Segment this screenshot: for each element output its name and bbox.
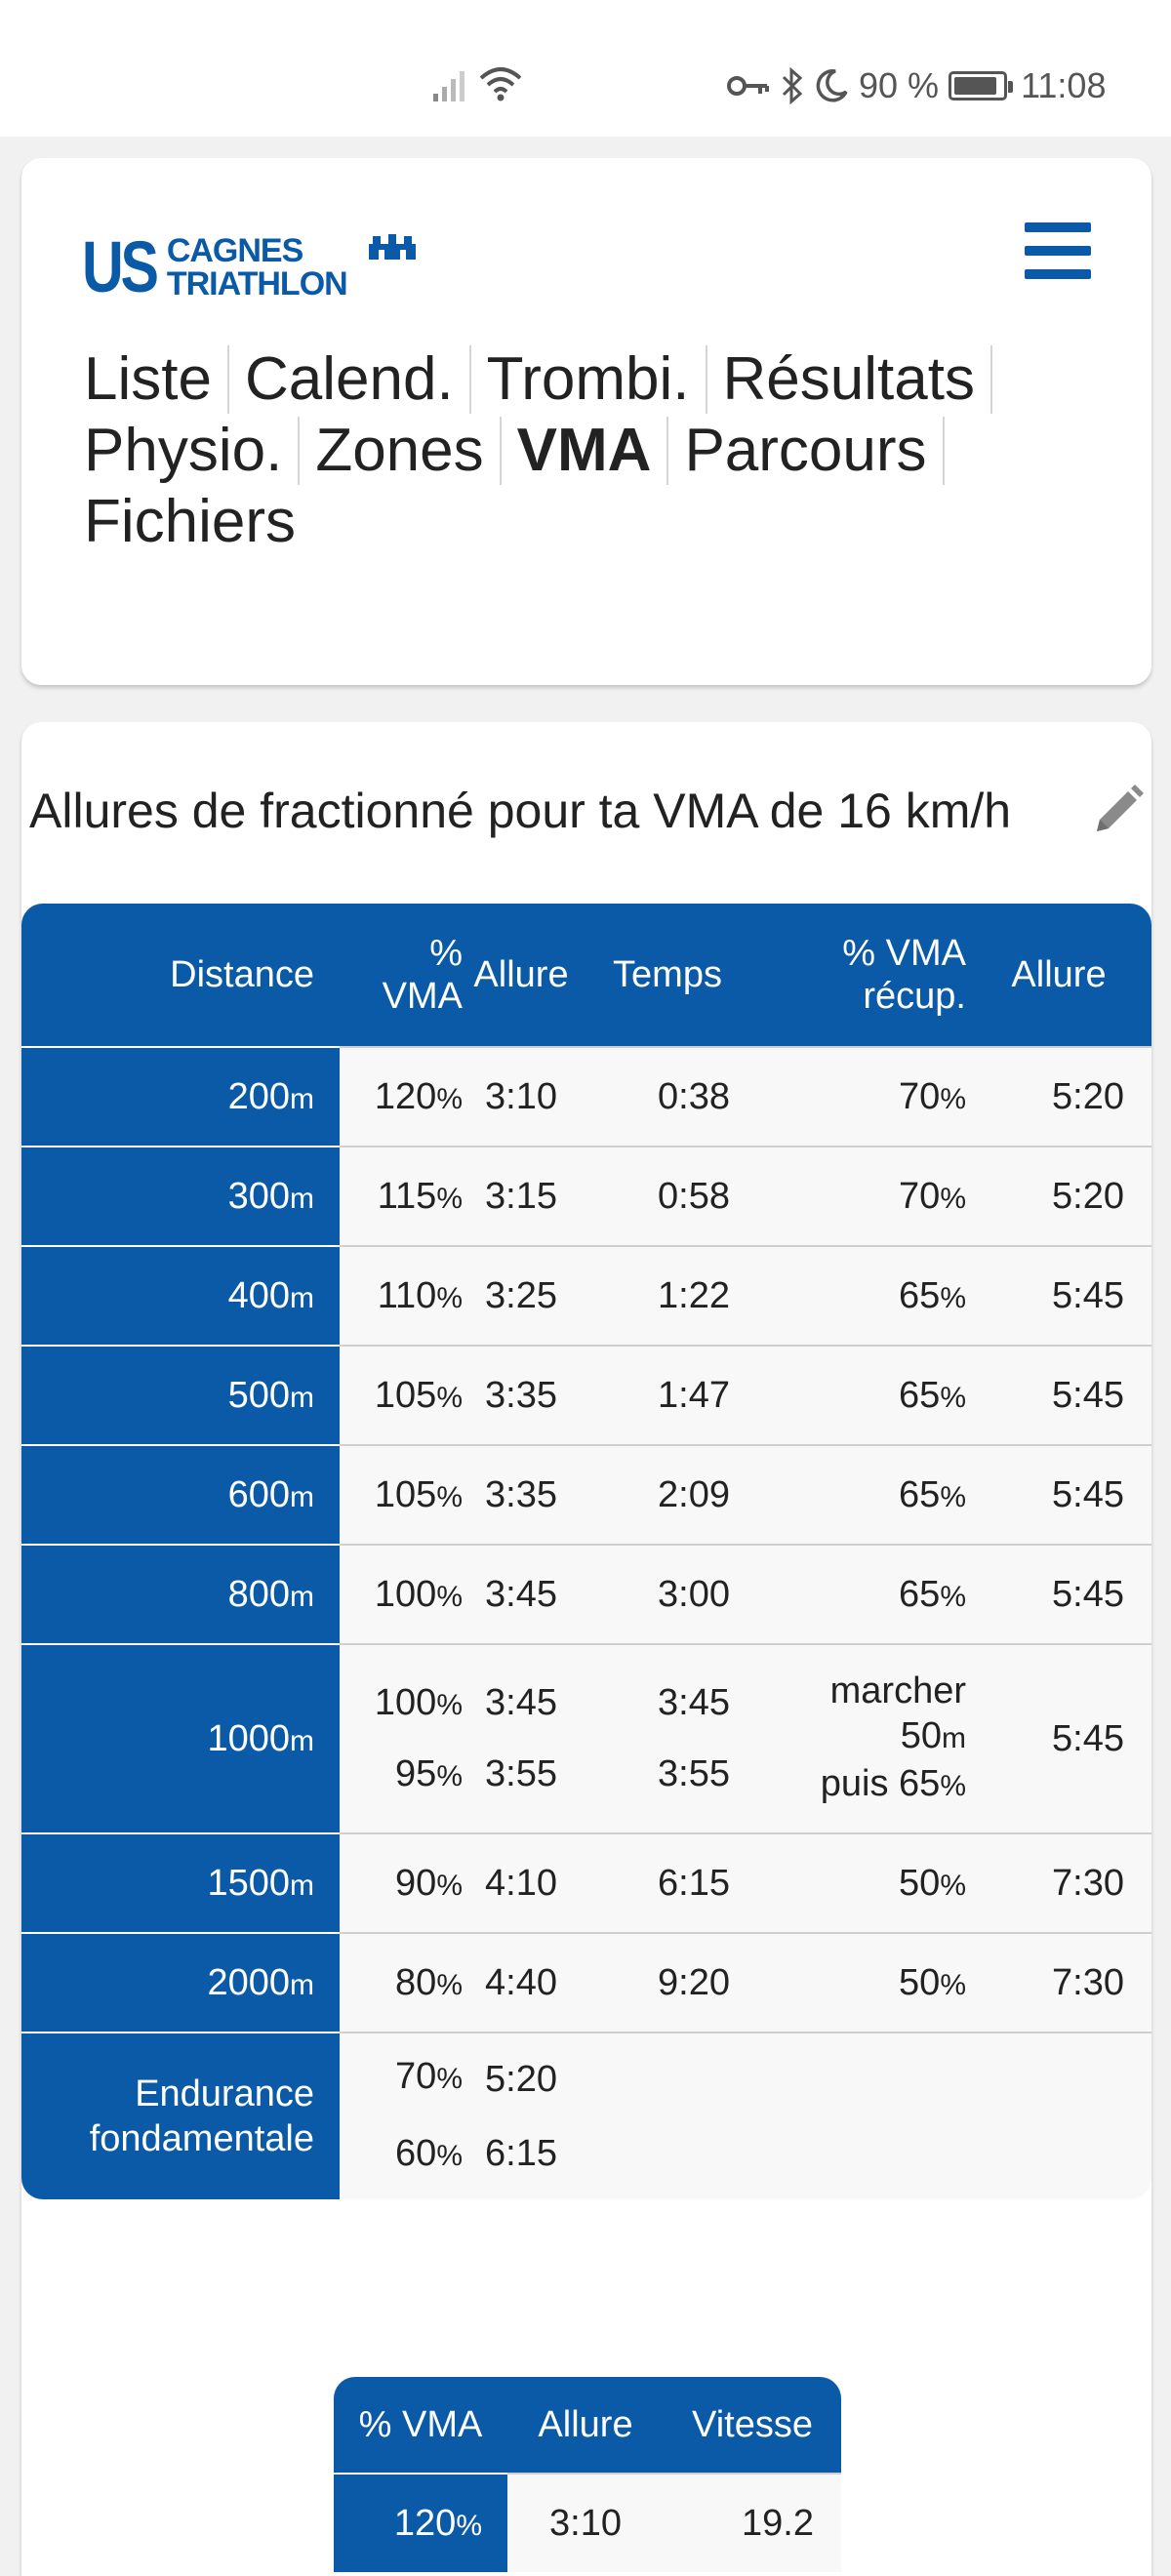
table-header-row bbox=[21, 904, 1151, 1046]
temps-cell: 1:47 bbox=[580, 1345, 755, 1444]
logo-name bbox=[167, 234, 347, 301]
pct-vma-cell bbox=[340, 2032, 463, 2199]
nav-trombi[interactable]: Trombi. bbox=[486, 345, 690, 413]
clock: 11:08 bbox=[1021, 65, 1107, 105]
pct-vma-value-b: 60 bbox=[395, 2133, 437, 2174]
nav-fichiers[interactable]: Fichiers bbox=[84, 488, 297, 555]
allure-recup-cell: 5:45 bbox=[966, 1544, 1151, 1643]
recup-line3: puis 65 bbox=[820, 1763, 941, 1804]
recup-value: 70 bbox=[899, 1075, 941, 1117]
speed-row bbox=[334, 2473, 841, 2572]
endurance-label-1: Endurance bbox=[135, 2073, 314, 2114]
table-row bbox=[21, 1932, 1151, 2032]
allure-cell bbox=[463, 1643, 580, 1832]
table-row bbox=[21, 1345, 1151, 1444]
pct-unit: % bbox=[436, 1760, 463, 1792]
distance-value: 1500 bbox=[207, 1862, 290, 1904]
main-navigation bbox=[84, 343, 1118, 557]
hamburger-menu-icon[interactable] bbox=[1025, 222, 1093, 281]
allure-value-b: 6:15 bbox=[485, 2133, 557, 2174]
pct-unit: % bbox=[456, 2509, 482, 2542]
pct-unit: % bbox=[436, 1580, 463, 1613]
speed-col-pct: % VMA bbox=[334, 2377, 507, 2473]
allure-cell: 3:15 bbox=[463, 1146, 580, 1245]
col-temps: Temps bbox=[580, 904, 755, 1046]
recup-cell bbox=[755, 1345, 966, 1444]
pct-unit: % bbox=[940, 1281, 966, 1314]
table-row bbox=[21, 1544, 1151, 1643]
pct-vma-cell bbox=[340, 1046, 463, 1146]
distance-value: 2000 bbox=[207, 1961, 290, 2003]
col-distance: Distance bbox=[21, 904, 340, 1046]
allure-cell bbox=[463, 2032, 580, 2199]
pct-vma-cell bbox=[340, 1643, 463, 1832]
pct-vma-cell bbox=[340, 1544, 463, 1643]
nav-vma[interactable]: VMA bbox=[516, 417, 652, 484]
temps-cell bbox=[580, 1643, 755, 1832]
table-row bbox=[21, 1146, 1151, 1245]
pct-unit: % bbox=[940, 1381, 966, 1414]
pct-unit: % bbox=[436, 1381, 463, 1414]
distance-unit: m bbox=[290, 1580, 314, 1613]
pct-vma-value: 110 bbox=[377, 1274, 437, 1316]
table-row-1000 bbox=[21, 1643, 1151, 1832]
speed-col-vitesse: Vitesse bbox=[664, 2377, 841, 2473]
recup-cell bbox=[755, 1832, 966, 1932]
pct-vma-value-b: 95 bbox=[395, 1753, 437, 1794]
pct-vma-value: 120 bbox=[374, 1075, 437, 1117]
logo-line2: TRIATHLON bbox=[166, 265, 347, 302]
distance-value: 200 bbox=[227, 1075, 290, 1117]
vma-card bbox=[21, 722, 1151, 2576]
table-row bbox=[21, 1832, 1151, 1932]
pct-unit: % bbox=[436, 1082, 463, 1115]
distance-cell bbox=[21, 1046, 340, 1146]
allure-value-a: 5:20 bbox=[485, 2059, 557, 2100]
allure-cell: 3:35 bbox=[463, 1345, 580, 1444]
pct-vma-value: 100 bbox=[374, 1573, 437, 1615]
allure-recup-cell: 5:20 bbox=[966, 1046, 1151, 1146]
pct-unit: % bbox=[436, 1968, 463, 2001]
recup-cell bbox=[755, 1444, 966, 1544]
empty-cell bbox=[755, 2032, 966, 2199]
battery-level bbox=[954, 77, 996, 95]
endurance-label-2: fondamentale bbox=[89, 2118, 314, 2159]
recup-value: 65 bbox=[899, 1573, 941, 1615]
allure-cell: 3:45 bbox=[463, 1544, 580, 1643]
header-card bbox=[21, 158, 1151, 685]
nav-physio[interactable]: Physio. bbox=[84, 417, 283, 484]
speed-allure-cell: 3:10 bbox=[507, 2473, 664, 2572]
recup-cell bbox=[755, 1245, 966, 1345]
temps-value-b: 3:55 bbox=[658, 1753, 730, 1794]
pct-unit: % bbox=[436, 1281, 463, 1314]
speed-table bbox=[334, 2377, 841, 2572]
temps-cell: 1:22 bbox=[580, 1245, 755, 1345]
nav-liste[interactable]: Liste bbox=[84, 345, 212, 413]
speed-header-row bbox=[334, 2377, 841, 2473]
battery-icon bbox=[949, 71, 1007, 101]
pct-vma-value: 115 bbox=[377, 1175, 437, 1217]
battery-percent: 90 % bbox=[859, 65, 940, 105]
recup-value: 65 bbox=[899, 1274, 941, 1316]
table-row-endurance bbox=[21, 2032, 1151, 2199]
allure-recup-cell: 7:30 bbox=[966, 1932, 1151, 2032]
distance-cell bbox=[21, 1832, 340, 1932]
crest-icon bbox=[367, 234, 418, 263]
pct-vma-cell bbox=[340, 1444, 463, 1544]
temps-cell: 2:09 bbox=[580, 1444, 755, 1544]
recup-value: 70 bbox=[899, 1175, 941, 1217]
page-title: Allures de fractionné pour ta VMA de 16 km/h bbox=[29, 784, 1012, 838]
recup-cell bbox=[755, 1643, 966, 1832]
col-recup bbox=[755, 904, 966, 1046]
pct-unit: % bbox=[940, 1968, 966, 2001]
table-row bbox=[21, 1245, 1151, 1345]
recup-cell bbox=[755, 1146, 966, 1245]
nav-resultats[interactable]: Résultats bbox=[722, 345, 975, 413]
allure-recup-cell: 5:45 bbox=[966, 1444, 1151, 1544]
distance-unit: m bbox=[290, 1869, 314, 1902]
pct-unit: % bbox=[436, 1689, 463, 1721]
nav-zones[interactable]: Zones bbox=[315, 417, 484, 484]
pct-vma-value: 105 bbox=[374, 1473, 437, 1515]
recup-cell bbox=[755, 1046, 966, 1146]
col-allure: Allure bbox=[463, 904, 580, 1046]
distance-unit: m bbox=[290, 1724, 314, 1757]
speed-col-allure: Allure bbox=[507, 2377, 664, 2473]
col-pct-vma-line1: % bbox=[429, 933, 463, 974]
allure-cell: 3:10 bbox=[463, 1046, 580, 1146]
pct-vma-value-a: 100 bbox=[374, 1682, 437, 1723]
temps-cell: 3:00 bbox=[580, 1544, 755, 1643]
pct-unit: % bbox=[940, 1182, 966, 1215]
empty-cell bbox=[580, 2032, 755, 2199]
vma-pace-table bbox=[21, 904, 1151, 2199]
logo-us-text: US bbox=[82, 226, 156, 307]
recup-value: 50 bbox=[899, 1961, 941, 2003]
endurance-label-cell bbox=[21, 2032, 340, 2199]
distance-unit: m bbox=[290, 1182, 314, 1215]
distance-unit: m bbox=[290, 1968, 314, 2001]
allure-recup-cell: 5:20 bbox=[966, 1146, 1151, 1245]
distance-unit: m bbox=[290, 1480, 314, 1513]
allure-recup-cell: 7:30 bbox=[966, 1832, 1151, 1932]
distance-cell bbox=[21, 1146, 340, 1245]
pct-vma-value: 90 bbox=[395, 1862, 437, 1904]
allure-cell: 4:40 bbox=[463, 1932, 580, 2032]
speed-pct-value: 120 bbox=[393, 2502, 457, 2544]
temps-value-a: 3:45 bbox=[658, 1682, 730, 1723]
allure-value-a: 3:45 bbox=[485, 1682, 557, 1723]
speed-pct-cell bbox=[334, 2473, 507, 2572]
distance-unit: m bbox=[290, 1381, 314, 1414]
recup-line3-unit: % bbox=[940, 1770, 966, 1802]
distance-unit: m bbox=[290, 1281, 314, 1314]
pct-unit: % bbox=[940, 1580, 966, 1613]
col-recup-line1: % VMA bbox=[842, 933, 966, 974]
allure-value-b: 3:55 bbox=[485, 1753, 557, 1794]
allure-recup-cell: 5:45 bbox=[966, 1245, 1151, 1345]
nav-parcours[interactable]: Parcours bbox=[684, 417, 927, 484]
pct-unit: % bbox=[436, 2140, 463, 2172]
temps-cell: 0:58 bbox=[580, 1146, 755, 1245]
distance-value: 1000 bbox=[207, 1717, 290, 1759]
recup-line2: 50 bbox=[900, 1715, 942, 1756]
recup-value: 65 bbox=[899, 1473, 941, 1515]
recup-value: 65 bbox=[899, 1374, 941, 1416]
pct-vma-cell bbox=[340, 1146, 463, 1245]
distance-cell bbox=[21, 1444, 340, 1544]
signal-icon bbox=[431, 68, 470, 103]
status-bar bbox=[0, 0, 1171, 137]
distance-value: 300 bbox=[227, 1175, 290, 1217]
pct-unit: % bbox=[436, 1182, 463, 1215]
distance-cell bbox=[21, 1932, 340, 2032]
distance-cell bbox=[21, 1345, 340, 1444]
allure-recup-cell: 5:45 bbox=[966, 1345, 1151, 1444]
us-cagnes-triathlon-logo[interactable] bbox=[82, 228, 347, 306]
pct-vma-value: 105 bbox=[374, 1374, 437, 1416]
distance-cell bbox=[21, 1245, 340, 1345]
temps-cell: 6:15 bbox=[580, 1832, 755, 1932]
recup-line2-unit: m bbox=[942, 1722, 966, 1754]
pct-vma-value-a: 70 bbox=[395, 2056, 437, 2097]
pct-unit: % bbox=[940, 1869, 966, 1902]
pct-unit: % bbox=[436, 1480, 463, 1513]
recup-value: 50 bbox=[899, 1862, 941, 1904]
table-row bbox=[21, 1046, 1151, 1146]
col-allure-recup: Allure bbox=[966, 904, 1151, 1046]
col-pct-vma bbox=[340, 904, 463, 1046]
distance-cell bbox=[21, 1643, 340, 1832]
nav-calend[interactable]: Calend. bbox=[244, 345, 454, 413]
moon-icon bbox=[814, 68, 849, 103]
distance-value: 600 bbox=[227, 1473, 290, 1515]
pct-unit: % bbox=[940, 1480, 966, 1513]
col-pct-vma-line2: VMA bbox=[382, 976, 463, 1017]
allure-cell: 3:35 bbox=[463, 1444, 580, 1544]
distance-unit: m bbox=[290, 1082, 314, 1115]
distance-value: 500 bbox=[227, 1374, 290, 1416]
recup-cell bbox=[755, 1932, 966, 2032]
distance-value: 400 bbox=[227, 1274, 290, 1316]
pencil-edit-icon[interactable] bbox=[1089, 783, 1146, 839]
pct-vma-cell bbox=[340, 1932, 463, 2032]
col-recup-line2: récup. bbox=[863, 976, 966, 1017]
logo-line1: CAGNES bbox=[166, 232, 303, 269]
pct-unit: % bbox=[940, 1082, 966, 1115]
pct-unit: % bbox=[436, 1869, 463, 1902]
table-body bbox=[21, 1046, 1151, 2199]
wifi-icon bbox=[478, 64, 523, 103]
key-icon bbox=[726, 71, 771, 101]
allure-recup-cell: 5:45 bbox=[966, 1643, 1151, 1832]
pct-unit: % bbox=[436, 2063, 463, 2095]
pct-vma-value: 80 bbox=[395, 1961, 437, 2003]
pct-vma-cell bbox=[340, 1832, 463, 1932]
bluetooth-icon bbox=[781, 67, 804, 104]
recup-cell bbox=[755, 1544, 966, 1643]
status-right bbox=[726, 62, 1106, 109]
distance-value: 800 bbox=[227, 1573, 290, 1615]
distance-cell bbox=[21, 1544, 340, 1643]
temps-cell: 0:38 bbox=[580, 1046, 755, 1146]
allure-cell: 4:10 bbox=[463, 1832, 580, 1932]
empty-cell bbox=[966, 2032, 1151, 2199]
table-row bbox=[21, 1444, 1151, 1544]
temps-cell: 9:20 bbox=[580, 1932, 755, 2032]
pct-vma-cell bbox=[340, 1245, 463, 1345]
pct-vma-cell bbox=[340, 1345, 463, 1444]
allure-cell: 3:25 bbox=[463, 1245, 580, 1345]
recup-line1: marcher bbox=[829, 1670, 966, 1711]
speed-vitesse-cell: 19.2 bbox=[664, 2473, 841, 2572]
